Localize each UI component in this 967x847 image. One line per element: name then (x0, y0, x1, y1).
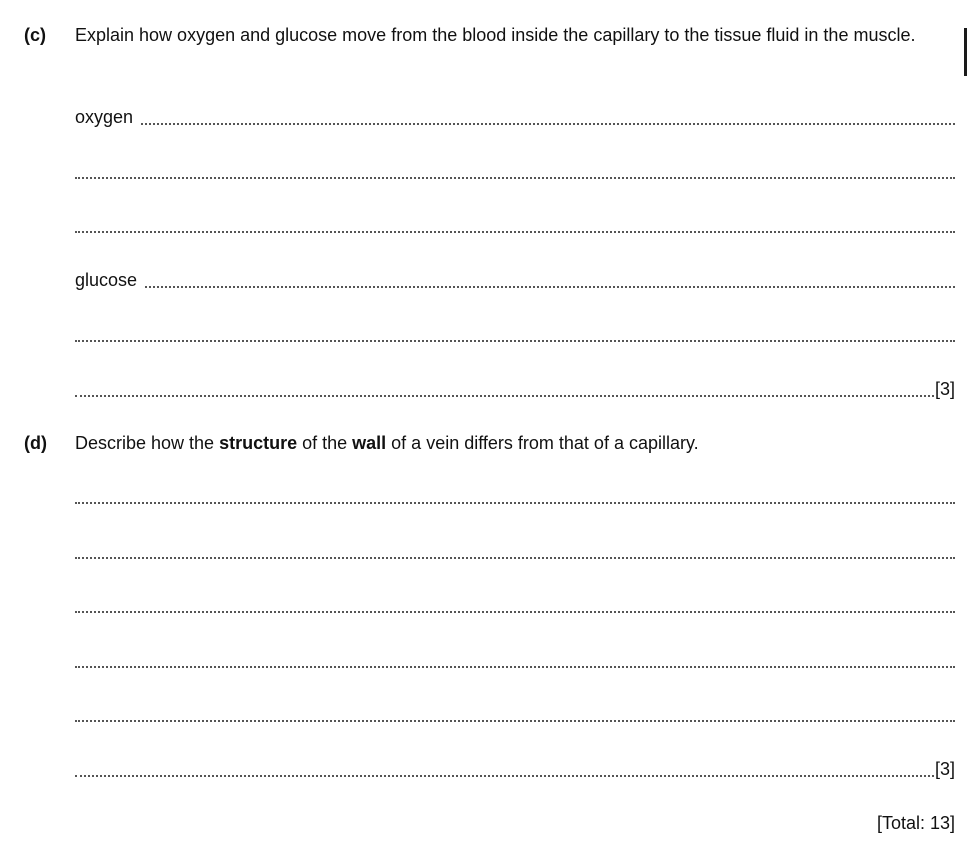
dotted-line (75, 162, 955, 179)
question-d-text (75, 432, 960, 454)
question-c-text: Explain how oxygen and glucose move from the blood inside the capillary to the tissue fluid in the muscle. (75, 25, 916, 45)
question-d-text-part: of a vein differs from that of a capillary. (386, 433, 699, 453)
glucose-label: glucose (75, 270, 138, 290)
dotted-line (75, 487, 955, 504)
marks-d: [3] (934, 759, 955, 779)
answer-line-d-2[interactable] (75, 540, 955, 562)
marks-c: [3] (934, 379, 955, 399)
emphasis-structure: structure (219, 433, 298, 453)
dotted-line (75, 542, 955, 559)
dotted-line (75, 325, 955, 342)
dotted-line (75, 705, 955, 722)
answer-line-d-3[interactable] (75, 594, 955, 616)
dotted-line (75, 596, 955, 613)
dotted-line (75, 216, 955, 233)
answer-line-c-2[interactable] (75, 160, 955, 182)
answer-line-c-5[interactable] (75, 323, 955, 345)
oxygen-label: oxygen (75, 107, 134, 127)
emphasis-wall: wall (352, 433, 387, 453)
dotted-line (75, 380, 934, 397)
answer-line-c-6[interactable] (75, 378, 955, 400)
dotted-line (145, 271, 955, 288)
dotted-line (75, 760, 934, 777)
question-d-text-part: Describe how the (75, 433, 220, 453)
answer-line-glucose[interactable] (75, 269, 955, 291)
answer-line-d-1[interactable] (75, 485, 955, 507)
question-d-text-part: of the (297, 433, 353, 453)
question-c-label: (c) (24, 25, 46, 45)
answer-line-d-4[interactable] (75, 649, 955, 671)
question-d-label: (d) (24, 433, 47, 453)
dotted-line (75, 651, 955, 668)
answer-line-oxygen[interactable] (75, 106, 955, 128)
answer-line-c-3[interactable] (75, 214, 955, 236)
answer-line-d-5[interactable] (75, 703, 955, 725)
total-marks: [Total: 13] (876, 813, 955, 833)
dotted-line (141, 108, 955, 125)
answer-line-d-6[interactable] (75, 758, 955, 780)
